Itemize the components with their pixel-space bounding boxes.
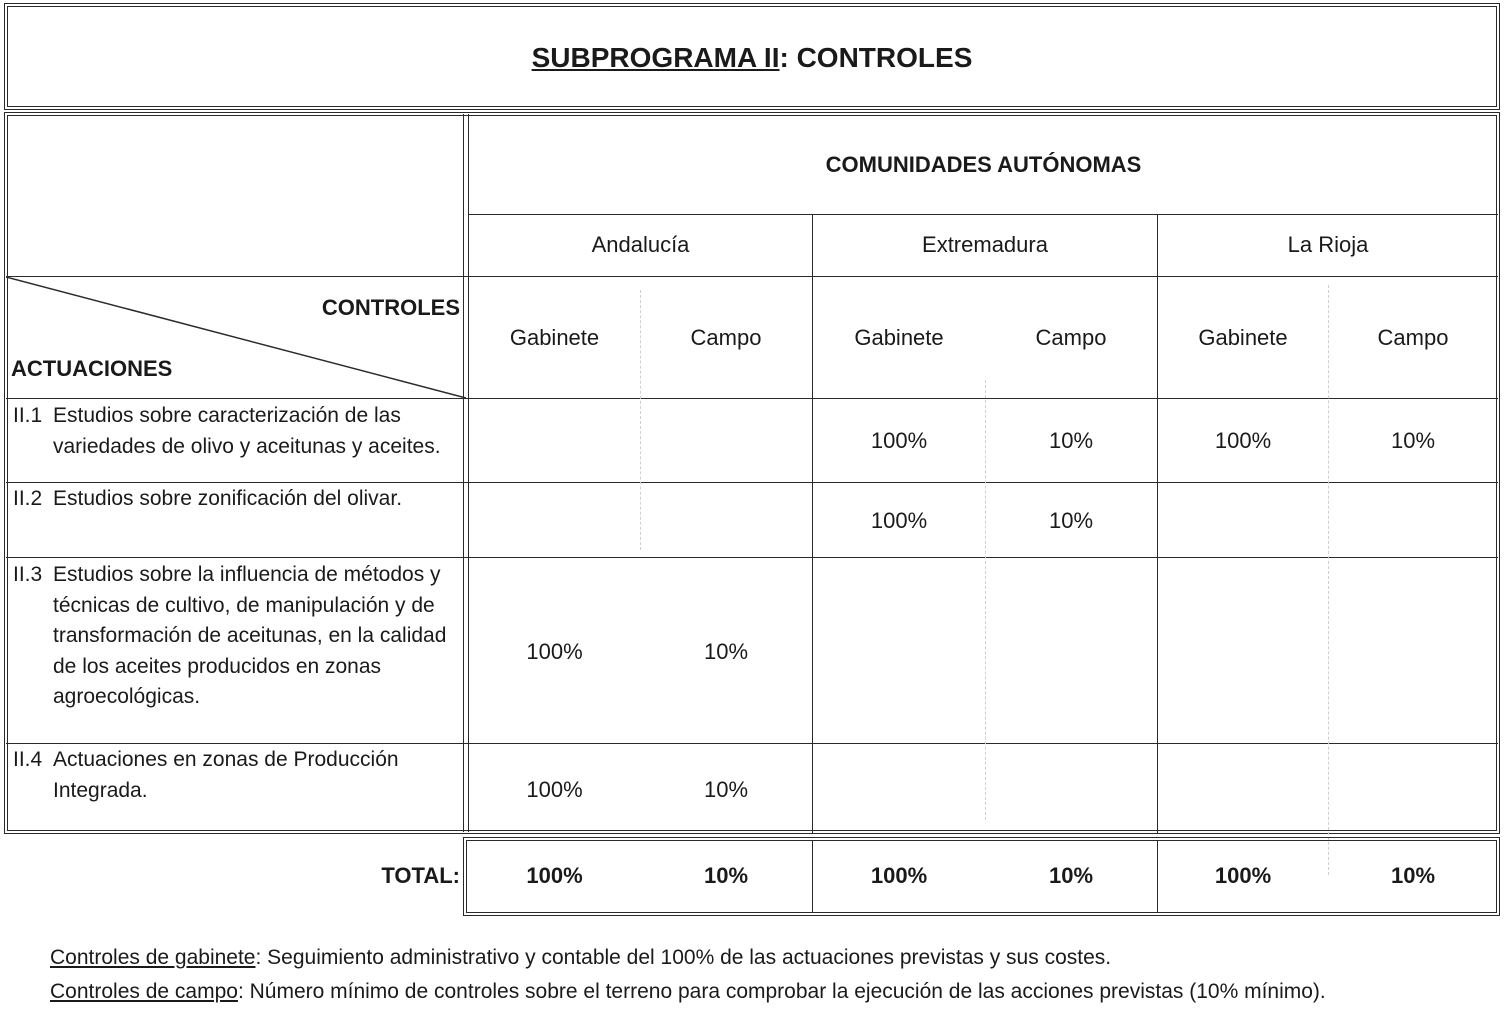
row-description: Estudios sobre la influencia de métodos y técnicas de cultivo, de manipulación y de transformación de aceitunas, en la calidad de los aceites producidos en zonas agroecológicas. [53, 563, 447, 708]
footnote-campo: Controles de campo: Número mínimo de controles sobre el terreno para comprobar la ejecución de las acciones previstas (10% mínimo). [50, 980, 1326, 1003]
total-value: 100% [1214, 863, 1272, 888]
cell-value: 10% [1390, 428, 1436, 453]
region-andalucia: Andalucía [591, 232, 690, 257]
cell-value: 100% [1214, 428, 1272, 453]
group-header: COMUNIDADES AUTÓNOMAS [825, 152, 1142, 177]
region-la-rioja: La Rioja [1287, 232, 1369, 257]
total-value: 100% [526, 863, 583, 888]
cell-value: 10% [703, 639, 749, 664]
table-row [13, 560, 468, 740]
row-description: Estudios sobre caracterización de las variedades de olivo y aceitunas y aceites. [53, 404, 441, 458]
row-description: Estudios sobre zonificación del olivar. [53, 487, 403, 510]
cell-value: 100% [526, 777, 583, 802]
subcol-la-rioja-campo: Campo [1377, 325, 1449, 350]
subcol-extremadura-gabinete: Gabinete [854, 325, 944, 350]
row-number: II.4 [13, 748, 43, 771]
subcol-andalucia-gabinete: Gabinete [509, 325, 600, 350]
subcol-extremadura-campo: Campo [1035, 325, 1107, 350]
row-number: II.1 [13, 404, 43, 427]
footnote-gabinete: Controles de gabinete: Seguimiento administrativo y contable del 100% de las actuaciones previstas y sus costes. [50, 946, 1112, 969]
row-number: II.3 [13, 563, 43, 586]
controles-label: CONTROLES [321, 295, 460, 320]
cell-value: 100% [870, 508, 928, 533]
page-title: SUBPROGRAMA II: CONTROLES [531, 42, 973, 73]
table-row [13, 484, 468, 544]
total-value: 100% [870, 863, 928, 888]
actuaciones-label: ACTUACIONES [11, 356, 173, 381]
cell-value: 10% [1048, 508, 1094, 533]
cell-value: 10% [1048, 428, 1094, 453]
subcol-andalucia-campo: Campo [690, 325, 762, 350]
total-value: 10% [1390, 863, 1436, 888]
cell-value: 100% [870, 428, 928, 453]
row-number: II.2 [13, 487, 43, 510]
total-value: 10% [1048, 863, 1094, 888]
region-extremadura: Extremadura [922, 232, 1048, 257]
total-label: TOTAL: [381, 863, 460, 888]
row-description: Actuaciones en zonas de Producción Integrada. [53, 748, 399, 802]
cell-value: 100% [526, 639, 583, 664]
table-row [13, 745, 468, 825]
total-value: 10% [703, 863, 749, 888]
cell-value: 10% [703, 777, 749, 802]
table-row [13, 401, 468, 471]
subcol-la-rioja-gabinete: Gabinete [1198, 325, 1288, 350]
